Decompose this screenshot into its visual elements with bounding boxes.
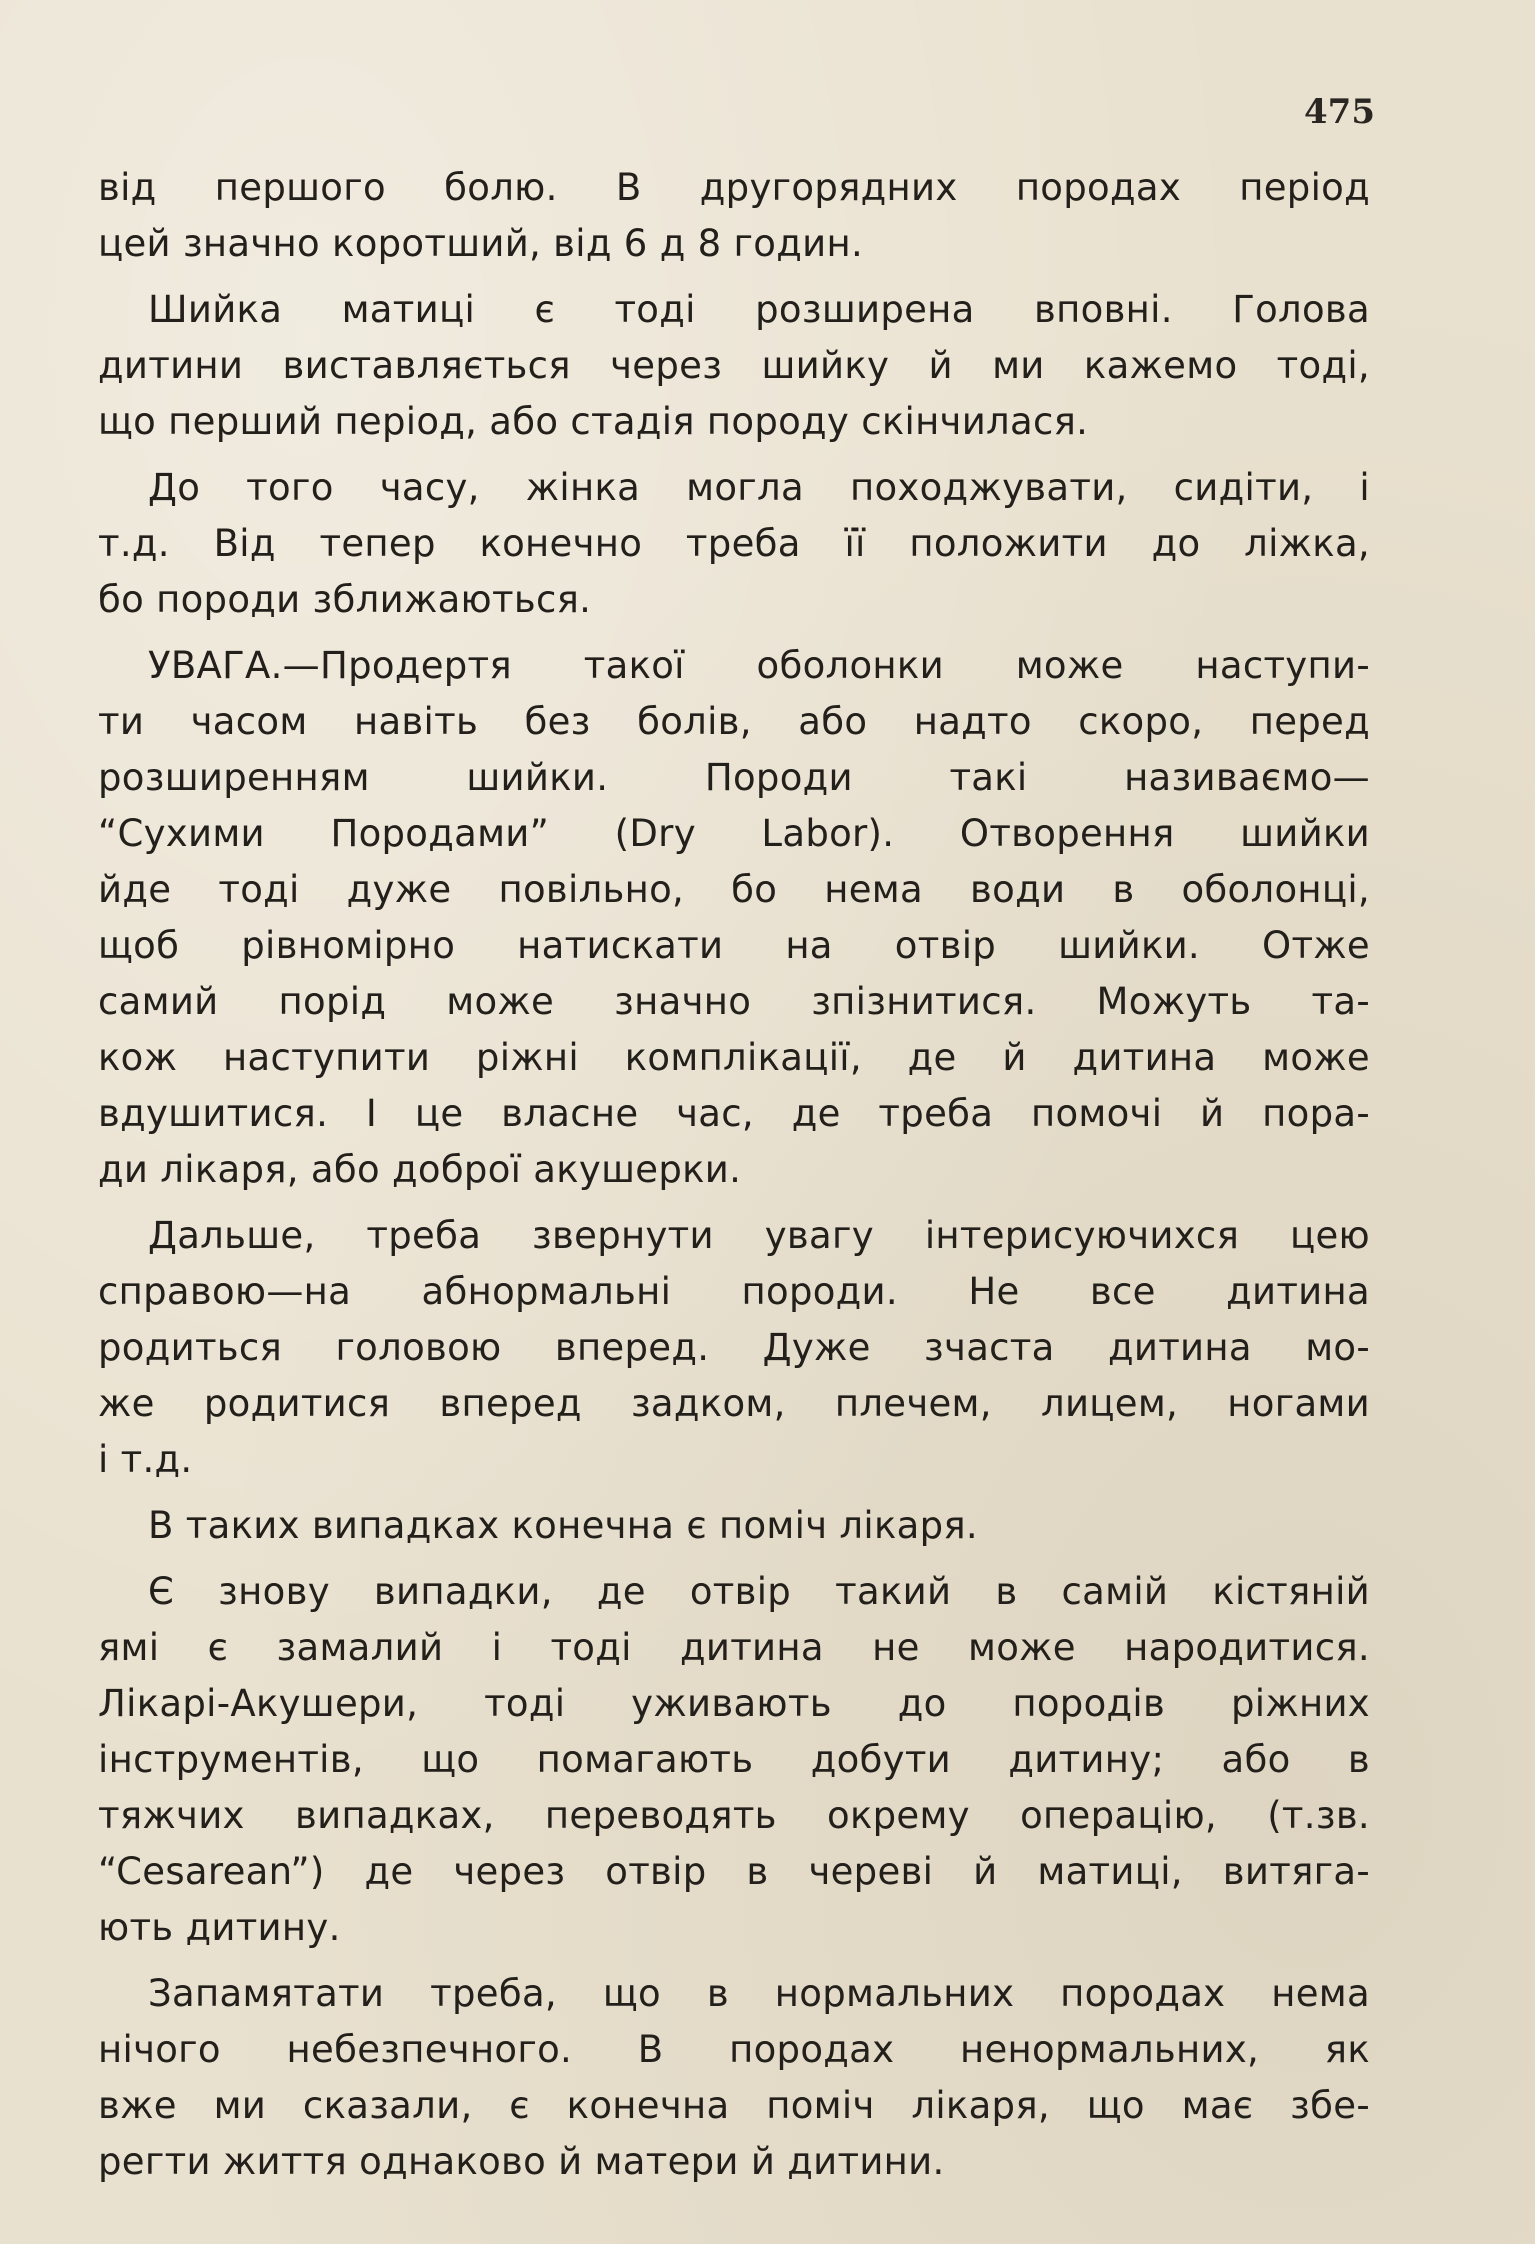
text-line: справою—на абнормальні породи. Не все дитина (98, 1270, 1370, 1313)
page-number: 475 (1304, 92, 1375, 132)
body-text (98, 160, 1370, 2190)
text-line: інструментів, що помагають добути дитину; або в (98, 1738, 1370, 1781)
text-line: нічого небезпечного. В породах ненормальних, як (98, 2028, 1370, 2071)
text-line: “Сухими Породами” (Dry Labor). Отворення шийки (98, 812, 1370, 855)
text-line: від першого болю. В другорядних породах період (98, 166, 1370, 209)
text-line: кож наступити ріжні комплікації, де й дитина може (98, 1036, 1370, 1079)
text-line: самий порід може значно зпізнитися. Можуть та- (98, 980, 1370, 1023)
text-line: бо породи зближаються. (98, 578, 592, 621)
text-line: регти життя однаково й матери й дитини. (98, 2140, 945, 2183)
text-line: тяжчих випадках, переводять окрему операцію, (т.зв. (98, 1794, 1370, 1837)
text-line: цей значно коротший, від 6 д 8 годин. (98, 222, 864, 265)
text-line: Є знову випадки, де отвір такий в самій кістяній (148, 1570, 1370, 1613)
text-line: і т.д. (98, 1438, 193, 1481)
text-line: “Cesarean”) де через отвір в череві й матиці, витяга- (98, 1850, 1370, 1893)
text-line: же родитися вперед задком, плечем, лицем, ногами (98, 1382, 1370, 1425)
text-line: щоб рівномірно натискати на отвір шийки. Отже (98, 924, 1370, 967)
text-line: Запамятати треба, що в нормальних породах нема (148, 1972, 1370, 2015)
text-line: ямі є замалий і тоді дитина не може народитися. (98, 1626, 1370, 1669)
text-line: родиться головою вперед. Дуже зчаста дитина мо- (98, 1326, 1370, 1369)
text-line: т.д. Від тепер конечно треба її положити до ліжка, (98, 522, 1370, 565)
text-line: УВАГА.—Продертя такої оболонки може наступи- (148, 644, 1370, 687)
text-line: йде тоді дуже повільно, бо нема води в оболонці, (98, 868, 1370, 911)
text-line: Лікарі-Акушери, тоді уживають до породів ріжних (98, 1682, 1370, 1725)
text-line: дитини виставляється через шийку й ми кажемо тоді, (98, 344, 1370, 387)
text-line: До того часу, жінка могла походжувати, сидіти, і (148, 466, 1370, 509)
text-line: ди лікаря, або доброї акушерки. (98, 1148, 742, 1191)
text-line: ти часом навіть без болів, або надто скоро, перед (98, 700, 1370, 743)
text-line: Шийка матиці є тоді розширена вповні. Голова (148, 288, 1370, 331)
text-line: В таких випадках конечна є поміч лікаря. (148, 1504, 978, 1547)
text-line: Дальше, треба звернути увагу інтерисуючихся цею (148, 1214, 1370, 1257)
text-line: вже ми сказали, є конечна поміч лікаря, що має збе- (98, 2084, 1370, 2127)
text-line: ють дитину. (98, 1906, 341, 1949)
text-line: вдушитися. І це власне час, де треба помочі й пора- (98, 1092, 1370, 1135)
text-line: розширенням шийки. Породи такі називаємо— (98, 756, 1370, 799)
text-line: що перший період, або стадія породу скінчилася. (98, 400, 1089, 443)
